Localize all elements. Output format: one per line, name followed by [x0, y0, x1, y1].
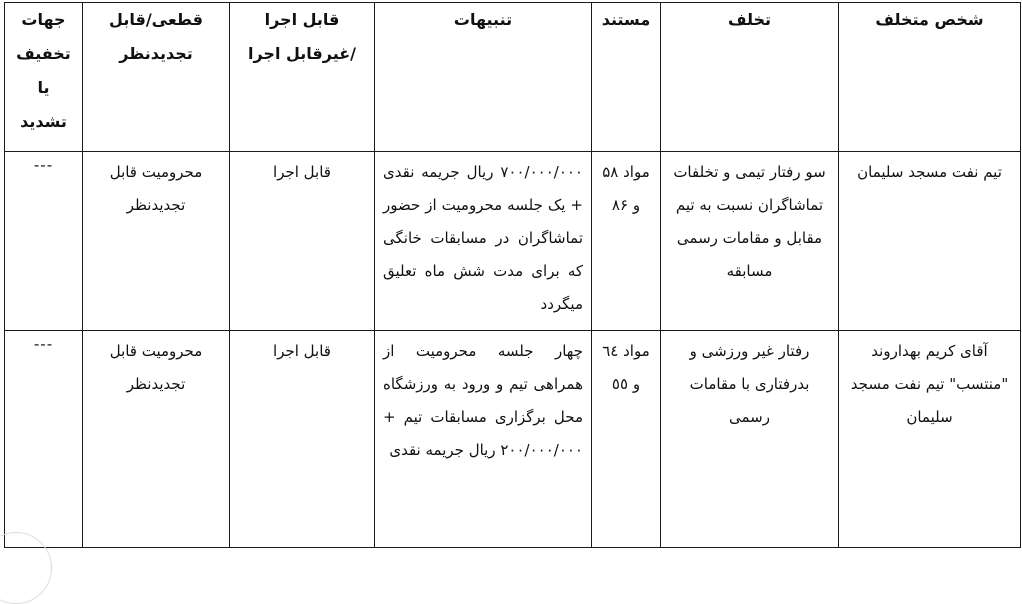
- header-finality: قطعی/قابل تجدیدنظر: [83, 3, 230, 152]
- cell-basis: مواد ٦٤ و ٥٥: [592, 331, 661, 548]
- header-penalties: تنبیهات: [375, 3, 592, 152]
- cell-violation: رفتار غیر ورزشی و بدرفتاری با مقامات رسمی: [661, 331, 839, 548]
- cell-enforceability: قابل اجرا: [230, 331, 375, 548]
- header-person: شخص متخلف: [839, 3, 1021, 152]
- header-basis: مستند: [592, 3, 661, 152]
- cell-violation: سو رفتار تیمی و تخلفات تماشاگران نسبت به تیم مقابل و مقامات رسمی مسابقه: [661, 152, 839, 331]
- table-row: [5, 152, 1021, 331]
- cell-enforceability: قابل اجرا: [230, 152, 375, 331]
- header-violation: تخلف: [661, 3, 839, 152]
- cell-reduction: ---: [5, 331, 83, 548]
- header-enforceability: قابل اجرا /غیرقابل اجرا: [230, 3, 375, 152]
- cell-person: تیم نفت مسجد سلیمان: [839, 152, 1021, 331]
- table-row: [5, 331, 1021, 548]
- disciplinary-rulings-table: [4, 2, 1021, 548]
- cell-finality: محرومیت قابل تجدیدنظر: [83, 331, 230, 548]
- cell-penalties: چهار جلسه محرومیت از همراهی تیم و ورود به ورزشگاه محل برگزاری مسابقات تیم + ۲۰۰/۰۰۰/۰۰۰ ریال جریمه نقدی: [375, 331, 592, 548]
- cell-finality: محرومیت قابل تجدیدنظر: [83, 152, 230, 331]
- cell-basis: مواد ۵۸ و ۸۶: [592, 152, 661, 331]
- cell-person: آقای کریم بهداروند "منتسب" تیم نفت مسجد سلیمان: [839, 331, 1021, 548]
- cell-penalties: ۷۰۰/۰۰۰/۰۰۰ ریال جریمه نقدی + یک جلسه محرومیت از حضور تماشاگران در مسابقات خانگی که برای مدت شش ماه تعلیق میگردد: [375, 152, 592, 331]
- cell-reduction: ---: [5, 152, 83, 331]
- header-reduction-aggravation: جهات تخفیف یا تشدید: [5, 3, 83, 152]
- header-row: [5, 3, 1021, 152]
